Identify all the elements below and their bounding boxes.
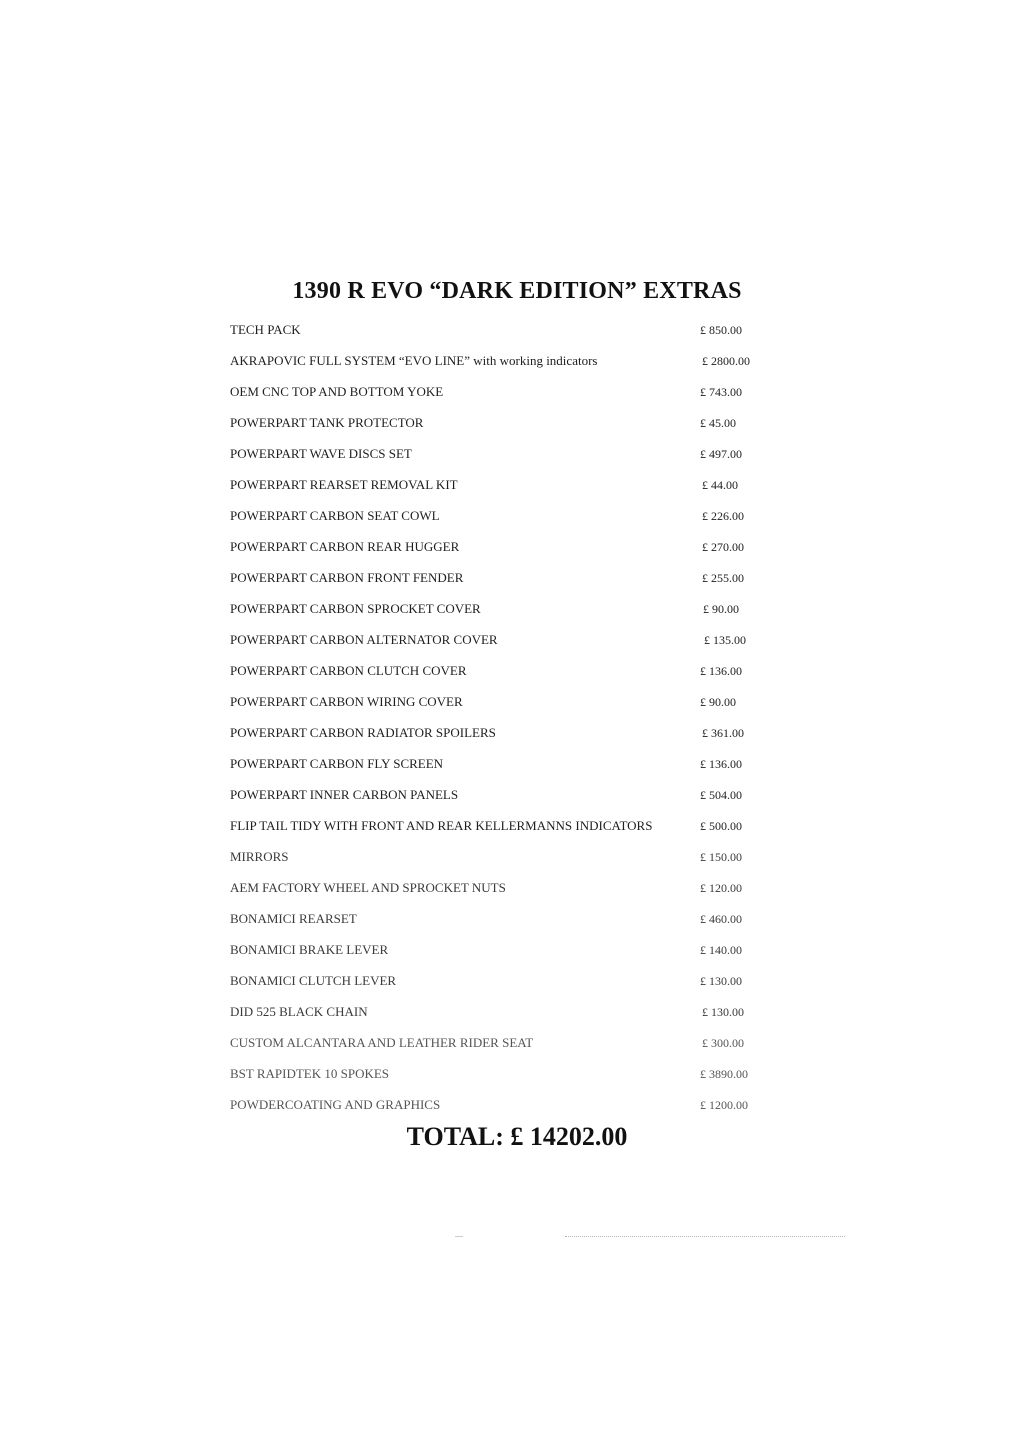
item-name: MIRRORS bbox=[230, 849, 289, 864]
list-item bbox=[230, 506, 790, 537]
item-price: £ 504.00 bbox=[700, 788, 742, 802]
item-price: £ 460.00 bbox=[700, 912, 742, 926]
list-item bbox=[230, 847, 790, 878]
list-item bbox=[230, 723, 790, 754]
scan-artifact-dot bbox=[455, 1236, 463, 1237]
list-item bbox=[230, 971, 790, 1002]
list-item bbox=[230, 878, 790, 909]
item-name: POWERPART CARBON SPROCKET COVER bbox=[230, 601, 481, 616]
item-name: BONAMICI BRAKE LEVER bbox=[230, 942, 389, 957]
item-name: AKRAPOVIC FULL SYSTEM “EVO LINE” with working indicators bbox=[230, 353, 598, 368]
total-amount: TOTAL: £ 14202.00 bbox=[406, 1122, 628, 1151]
item-price: £ 130.00 bbox=[700, 974, 742, 988]
list-item bbox=[230, 320, 790, 351]
item-price: £ 743.00 bbox=[700, 385, 742, 399]
item-name: CUSTOM ALCANTARA AND LEATHER RIDER SEAT bbox=[230, 1035, 534, 1050]
list-item bbox=[230, 599, 790, 630]
list-item bbox=[230, 444, 790, 475]
item-price: £ 1200.00 bbox=[700, 1098, 748, 1112]
list-item bbox=[230, 475, 790, 506]
item-name: POWERPART CARBON SEAT COWL bbox=[230, 508, 440, 523]
list-item bbox=[230, 1064, 790, 1095]
item-name: POWERPART CARBON FLY SCREEN bbox=[230, 756, 444, 771]
item-name: POWERPART INNER CARBON PANELS bbox=[230, 787, 459, 802]
item-name: POWERPART TANK PROTECTOR bbox=[230, 415, 424, 430]
item-price: £ 850.00 bbox=[700, 323, 742, 337]
item-name: POWERPART CARBON FRONT FENDER bbox=[230, 570, 464, 585]
item-price: £ 90.00 bbox=[703, 602, 739, 616]
item-name: BST RAPIDTEK 10 SPOKES bbox=[230, 1066, 390, 1081]
list-item bbox=[230, 816, 790, 847]
list-item bbox=[230, 351, 790, 382]
item-price: £ 500.00 bbox=[700, 819, 742, 833]
list-item bbox=[230, 1033, 790, 1064]
item-name: FLIP TAIL TIDY WITH FRONT AND REAR KELLERMANNS INDICATORS bbox=[230, 818, 653, 833]
item-price: £ 136.00 bbox=[700, 757, 742, 771]
item-price: £ 361.00 bbox=[702, 726, 744, 740]
list-item bbox=[230, 630, 790, 661]
item-name: POWDERCOATING AND GRAPHICS bbox=[230, 1097, 441, 1112]
list-item bbox=[230, 692, 790, 723]
item-price: £ 130.00 bbox=[702, 1005, 744, 1019]
item-price: £ 300.00 bbox=[702, 1036, 744, 1050]
item-name: POWERPART CARBON ALTERNATOR COVER bbox=[230, 632, 498, 647]
item-price: £ 3890.00 bbox=[700, 1067, 748, 1081]
list-item bbox=[230, 413, 790, 444]
item-price: £ 120.00 bbox=[700, 881, 742, 895]
item-price: £ 45.00 bbox=[700, 416, 736, 430]
extras-list bbox=[230, 320, 790, 1126]
item-price: £ 90.00 bbox=[700, 695, 736, 709]
item-name: POWERPART CARBON RADIATOR SPOILERS bbox=[230, 725, 496, 740]
item-price: £ 136.00 bbox=[700, 664, 742, 678]
item-price: £ 135.00 bbox=[704, 633, 746, 647]
item-name: BONAMICI CLUTCH LEVER bbox=[230, 973, 397, 988]
item-price: £ 270.00 bbox=[702, 540, 744, 554]
item-price: £ 150.00 bbox=[700, 850, 742, 864]
item-price: £ 2800.00 bbox=[702, 354, 750, 368]
item-name: POWERPART CARBON CLUTCH COVER bbox=[230, 663, 467, 678]
item-name: OEM CNC TOP AND BOTTOM YOKE bbox=[230, 384, 444, 399]
item-name: AEM FACTORY WHEEL AND SPROCKET NUTS bbox=[230, 880, 506, 895]
item-name: TECH PACK bbox=[230, 322, 301, 337]
item-name: POWERPART CARBON REAR HUGGER bbox=[230, 539, 460, 554]
scan-artifact-line bbox=[565, 1236, 845, 1237]
item-price: £ 497.00 bbox=[700, 447, 742, 461]
list-item bbox=[230, 1002, 790, 1033]
item-name: POWERPART REARSET REMOVAL KIT bbox=[230, 477, 458, 492]
item-price: £ 226.00 bbox=[702, 509, 744, 523]
list-item bbox=[230, 661, 790, 692]
item-name: POWERPART WAVE DISCS SET bbox=[230, 446, 412, 461]
item-price: £ 255.00 bbox=[702, 571, 744, 585]
item-price: £ 140.00 bbox=[700, 943, 742, 957]
item-price: £ 44.00 bbox=[702, 478, 738, 492]
list-item bbox=[230, 909, 790, 940]
list-item bbox=[230, 754, 790, 785]
list-item bbox=[230, 568, 790, 599]
list-item bbox=[230, 537, 790, 568]
list-item bbox=[230, 940, 790, 971]
document-title: 1390 R EVO “DARK EDITION” EXTRAS bbox=[292, 278, 742, 304]
list-item bbox=[230, 382, 790, 413]
item-name: POWERPART CARBON WIRING COVER bbox=[230, 694, 463, 709]
item-name: BONAMICI REARSET bbox=[230, 911, 357, 926]
item-name: DID 525 BLACK CHAIN bbox=[230, 1004, 368, 1019]
list-item bbox=[230, 785, 790, 816]
